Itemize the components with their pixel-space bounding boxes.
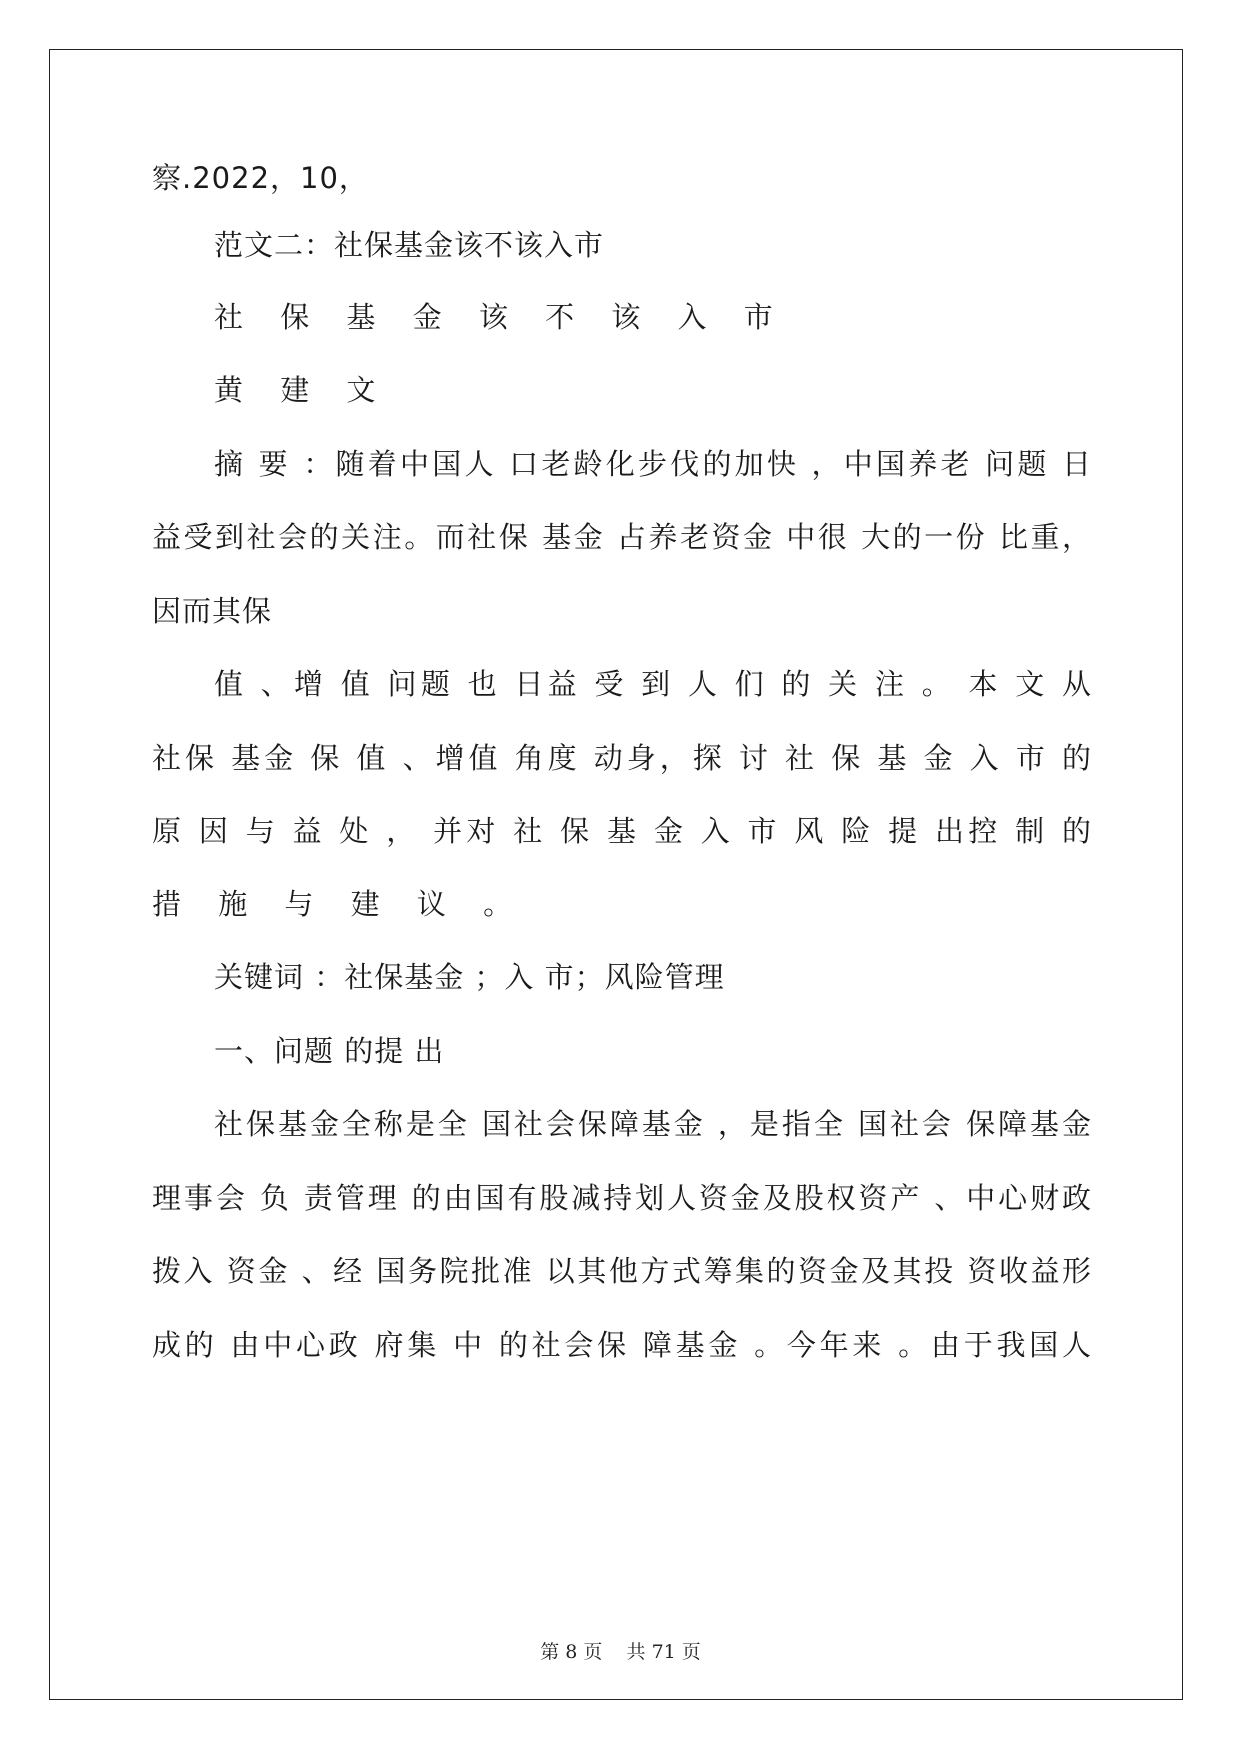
page-number-footer: 第 8 页 共 71 页 [540,1641,701,1663]
text-line-15: 理事会 负 责管理 的由国有股减持划人资金及股权资产 、中心财政 [152,1181,1092,1215]
text-line-3: 社 保 基 金 该 不 该 入 市 [214,300,787,334]
text-line-14: 社保基金全称是全 国社会保障基金 ，是指全 国社会 保障基金 [214,1107,1092,1141]
text-line-17: 成的 由中心政 府集 中 的社会保 障基金 。今年来 。由于我国人 [152,1328,1092,1362]
text-line-5: 摘 要 ：随着中国人 口老龄化步伐的加快 ，中国养老 问题 日 [214,447,1092,481]
text-line-13: 一、问题 的提 出 [214,1034,445,1068]
text-line-8: 值 、增 值 问题 也 日益 受 到 人 们 的 关 注 。 本 文 从 [214,667,1092,701]
text-line-6: 益受到社会的关注。而社保 基金 占养老资金 中很 大的一份 比重， [152,520,1092,554]
text-line-10: 原 因 与 益 处 ， 并对 社 保 基 金 入 市 风 险 提 出控 制 的 [152,814,1092,848]
text-line-9: 社保 基金 保 值 、增值 角度 动身，探 讨 社 保 基 金 入 市 的 [152,741,1092,775]
text-line-11: 措 施 与 建 议 。 [152,887,527,921]
text-line-7: 因而其保 [152,594,273,628]
text-line-12: 关键词 ：社保基金 ；入 市；风险管理 [214,960,725,994]
text-line-16: 拨入 资金 、经 国务院批准 以其他方式筹集的资金及其投 资收益形 [152,1254,1092,1288]
text-line-4: 黄 建 文 [214,373,390,407]
text-line-2: 范文二：社保基金该不该入市 [214,228,605,262]
text-line-1: 察.2022，10， [152,161,369,195]
